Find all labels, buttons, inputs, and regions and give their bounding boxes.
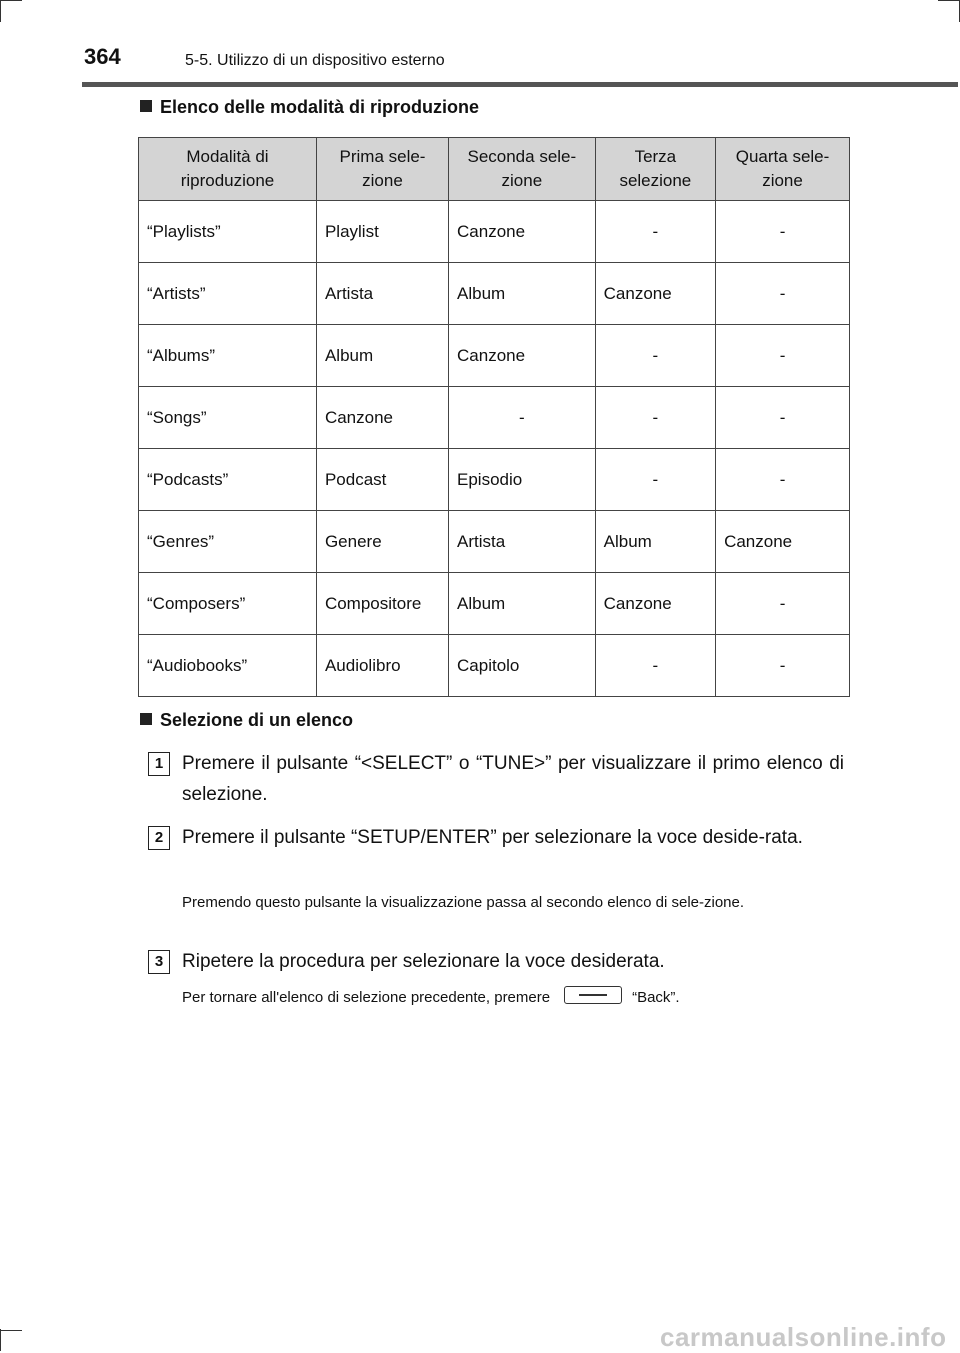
table-row: [139, 325, 850, 387]
note-text: “Back”.: [632, 989, 680, 1006]
page-header: [0, 0, 960, 90]
table-cell: -: [716, 573, 850, 635]
table-header-cell: Prima sele-zione: [316, 138, 448, 201]
page-number: 364: [84, 44, 121, 69]
table-cell: Artista: [316, 263, 448, 325]
section-heading-text: Elenco delle modalità di riproduzione: [160, 97, 480, 117]
section-heading-text: Selezione di un elenco: [160, 710, 354, 730]
table-cell: Audiolibro: [316, 635, 448, 697]
table-cell: -: [716, 635, 850, 697]
table-cell: -: [716, 201, 850, 263]
section-heading-playback-modes: [140, 97, 479, 118]
table-header-row: [139, 138, 850, 201]
table-cell: Genere: [316, 511, 448, 573]
step-1: [148, 748, 844, 810]
table-cell: Artista: [449, 511, 596, 573]
table-cell: -: [716, 263, 850, 325]
table-cell: -: [716, 325, 850, 387]
table-cell: -: [716, 449, 850, 511]
table-cell: -: [595, 325, 715, 387]
table-cell: -: [716, 387, 850, 449]
step-text: Premere il pulsante “SETUP/ENTER” per selezionare la voce deside-rata.: [182, 827, 803, 848]
crop-mark: [0, 1329, 1, 1351]
table-cell: “Artists”: [139, 263, 317, 325]
table-header-cell: Modalità di riproduzione: [139, 138, 317, 201]
table-cell: “Podcasts”: [139, 449, 317, 511]
header-rule: [82, 82, 958, 87]
table-cell: “Songs”: [139, 387, 317, 449]
table-cell: Compositore: [316, 573, 448, 635]
table-cell: Album: [595, 511, 715, 573]
table-cell: “Genres”: [139, 511, 317, 573]
step-number: 1: [148, 752, 170, 776]
table-cell: Playlist: [316, 201, 448, 263]
table-cell: Album: [316, 325, 448, 387]
table-cell: -: [595, 201, 715, 263]
table-cell: -: [595, 635, 715, 697]
playback-modes-table: [138, 137, 850, 697]
table-row: [139, 387, 850, 449]
table-cell: “Audiobooks”: [139, 635, 317, 697]
table-header-cell: Seconda sele-zione: [449, 138, 596, 201]
table-cell: Episodio: [449, 449, 596, 511]
table-cell: Canzone: [449, 325, 596, 387]
table-cell: Canzone: [316, 387, 448, 449]
back-button-icon: [564, 986, 622, 1004]
table-cell: “Albums”: [139, 325, 317, 387]
crop-mark: [0, 1330, 22, 1331]
step-3-note: [182, 986, 844, 1010]
chapter-title: 5-5. Utilizzo di un dispositivo esterno: [185, 52, 445, 69]
square-bullet-icon: [140, 713, 152, 725]
table-row: [139, 573, 850, 635]
table-header-cell: Quarta sele-zione: [716, 138, 850, 201]
table-header-cell: Terza selezione: [595, 138, 715, 201]
table-cell: “Playlists”: [139, 201, 317, 263]
table-row: [139, 635, 850, 697]
step-2: [148, 822, 844, 853]
table-cell: Canzone: [449, 201, 596, 263]
table-cell: Album: [449, 263, 596, 325]
step-text: Ripetere la procedura per selezionare la voce desiderata.: [182, 951, 665, 972]
square-bullet-icon: [140, 100, 152, 112]
table-cell: Capitolo: [449, 635, 596, 697]
table-row: [139, 511, 850, 573]
note-text: Per tornare all'elenco di selezione precedente, premere: [182, 989, 551, 1006]
table-cell: Canzone: [595, 573, 715, 635]
table-cell: Canzone: [595, 263, 715, 325]
table-cell: Canzone: [716, 511, 850, 573]
section-heading-select-list: [140, 710, 353, 731]
watermark: carmanualsonline.info: [660, 1322, 947, 1352]
step-number: 2: [148, 826, 170, 850]
table-row: [139, 263, 850, 325]
step-text: Premere il pulsante “<SELECT” o “TUNE>” per visualizzare il primo elenco di selezione.: [182, 753, 844, 805]
table-cell: “Composers”: [139, 573, 317, 635]
table-cell: -: [595, 449, 715, 511]
table-cell: -: [595, 387, 715, 449]
table-cell: Album: [449, 573, 596, 635]
table-cell: Podcast: [316, 449, 448, 511]
step-3: [148, 946, 844, 977]
table-row: [139, 201, 850, 263]
table-cell: -: [449, 387, 596, 449]
table-row: [139, 449, 850, 511]
step-number: 3: [148, 950, 170, 974]
step-2-note: Premendo questo pulsante la visualizzazione passa al secondo elenco di sele-zione.: [182, 894, 745, 911]
